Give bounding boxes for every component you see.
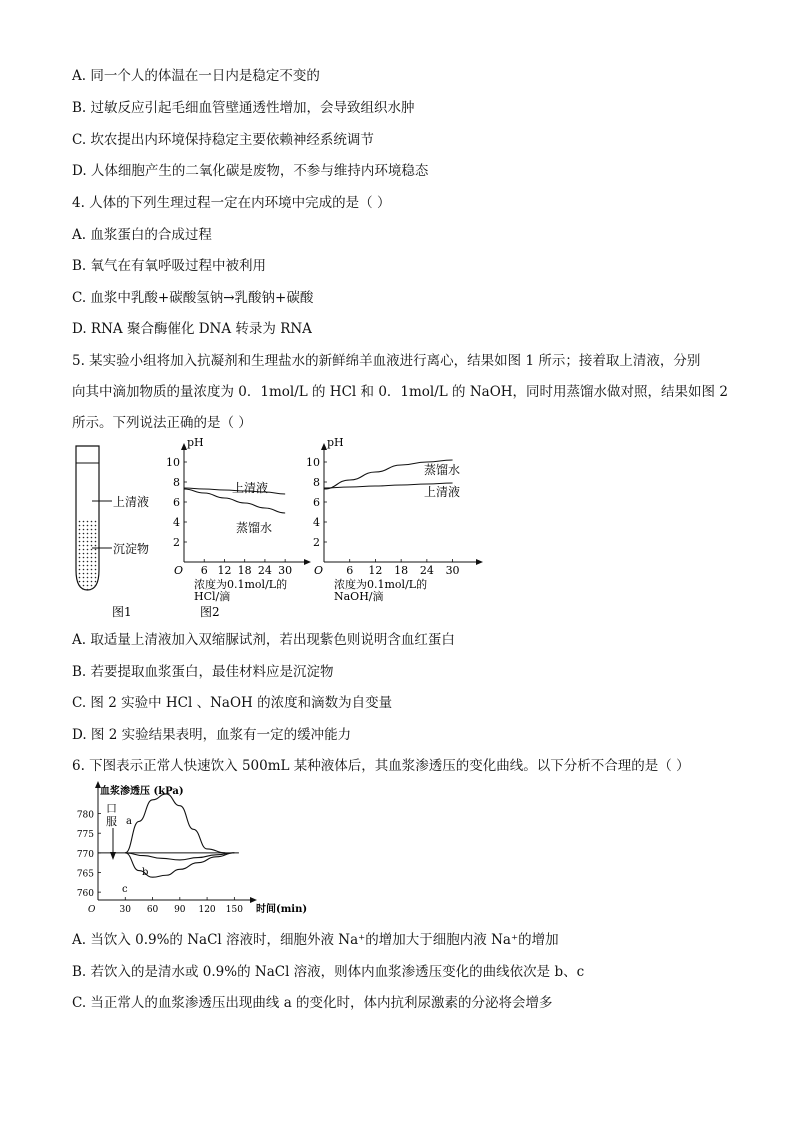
q4-option-c: C. 血浆中乳酸+碳酸氢钠→乳酸钠+碳酸 <box>72 290 314 306</box>
y-tick-label: 6 <box>173 496 180 509</box>
series-label-蒸馏水: 蒸馏水 <box>424 463 461 477</box>
figure-2-caption: 图2 <box>200 605 220 619</box>
q6-option-c: C. 当正常人的血浆渗透压出现曲线 a 的变化时，体内抗利尿激素的分泌将会增多 <box>72 995 553 1011</box>
series-label-b: b <box>142 867 149 878</box>
series-label-c: c <box>122 884 128 895</box>
origin-label: O <box>314 564 324 577</box>
label-sediment: 沉淀物 <box>113 542 150 556</box>
hcl-marks <box>184 480 285 535</box>
y-tick-label: 775 <box>76 830 94 841</box>
y-tick-label: 8 <box>173 476 180 489</box>
q5-option-d: D. 图 2 实验结果表明，血浆有一定的缓冲能力 <box>72 727 352 743</box>
q3-option-b: B. 过敏反应引起毛细血管壁通透性增加，会导致组织水肿 <box>72 100 415 116</box>
annotation-oral-2: 服 <box>106 815 117 828</box>
q6-option-a: A. 当饮入 0.9%的 NaCl 溶液时，细胞外液 Na⁺的增加大于细胞内液 Na⁺的增加 <box>72 932 559 948</box>
q4-option-a: A. 血浆蛋白的合成过程 <box>72 227 212 243</box>
q4-option-d: D. RNA 聚合酶催化 DNA 转录为 RNA <box>72 321 312 337</box>
q3-option-a: A. 同一个人的体温在一日内是稳定不变的 <box>72 68 320 84</box>
q4-option-b: B. 氧气在有氧呼吸过程中被利用 <box>72 258 267 274</box>
y-tick-label: 780 <box>76 810 94 821</box>
x-tick-label: 12 <box>217 564 232 577</box>
annotation-arrow-head <box>110 852 116 860</box>
x-tick-label: 24 <box>257 564 272 577</box>
y-tick-label: 10 <box>166 456 180 469</box>
origin-label: O <box>174 564 184 577</box>
x-tick-label: 18 <box>394 564 409 577</box>
q4-stem: 4. 人体的下列生理过程一定在内环境中完成的是（ ） <box>72 195 391 211</box>
x-tick-label: 150 <box>225 905 243 915</box>
x-tick-label: 90 <box>174 905 186 915</box>
origin-label: O <box>88 905 96 915</box>
x-tick-label: 24 <box>419 564 434 577</box>
annotation-oral-1: 口 <box>106 802 117 815</box>
q5-stem-line-2: 向其中滴加物质的量浓度为 0．1mol/L 的 HCl 和 0．1mol/L 的 NaOH，同时用蒸馏水做对照，结果如图 2 <box>72 384 728 400</box>
y-tick-label: 4 <box>313 516 320 529</box>
osmotic-marks <box>122 794 234 895</box>
naoh-marks <box>324 460 460 499</box>
x-axis-label-line-1: 浓度为0.1mol/L的 <box>194 578 288 591</box>
x-tick-label: 30 <box>278 564 293 577</box>
y-tick-label: 8 <box>313 476 320 489</box>
q5-stem-line-1: 5. 某实验小组将加入抗凝剂和生理盐水的新鲜绵羊血液进行离心，结果如图 1 所示；接着取上清液，分别 <box>72 353 701 369</box>
q5-option-a: A. 取适量上清液加入双缩脲试剂，若出现紫色则说明含血红蛋白 <box>72 632 455 648</box>
series-line-a <box>125 794 225 853</box>
x-axis-label-line-2: HCl/滴 <box>194 590 231 603</box>
q3-option-c: C. 坎农提出内环境保持稳定主要依赖神经系统调节 <box>72 132 374 148</box>
y-tick-label: 4 <box>173 516 180 529</box>
x-axis-arrow <box>250 897 257 903</box>
y-axis-label: pH <box>187 436 204 449</box>
y-axis-label: pH <box>327 436 344 449</box>
x-tick-label: 30 <box>445 564 460 577</box>
naoh-axes <box>306 436 483 603</box>
series-label-上清液: 上清液 <box>424 485 461 499</box>
x-axis-label-line-1: 浓度为0.1mol/L的 <box>334 578 428 591</box>
figure-2-naoh-chart <box>300 436 480 620</box>
x-tick-label: 6 <box>346 564 354 577</box>
x-tick-label: 30 <box>119 905 131 915</box>
hcl-axes <box>166 436 311 603</box>
figure-osmotic-pressure-chart <box>70 782 308 922</box>
sediment-layer <box>76 520 99 590</box>
x-tick-label: 60 <box>146 905 159 915</box>
q5-option-b: B. 若要提取血浆蛋白，最佳材料应是沉淀物 <box>72 664 334 680</box>
x-axis-label-line-2: NaOH/滴 <box>334 590 384 603</box>
q6-option-b: B. 若饮入的是清水或 0.9%的 NaCl 溶液，则体内血浆渗透压变化的曲线依次是 b、c <box>72 964 585 980</box>
y-tick-label: 6 <box>313 496 320 509</box>
label-supernatant: 上清液 <box>113 495 150 509</box>
series-label-蒸馏水: 蒸馏水 <box>236 521 273 535</box>
y-axis-label: 血浆渗透压 (kPa) <box>100 786 184 797</box>
series-label-a: a <box>126 816 132 827</box>
x-tick-label: 120 <box>198 905 216 915</box>
q5-option-c: C. 图 2 实验中 HCl 、NaOH 的浓度和滴数为自变量 <box>72 695 393 711</box>
q5-stem-line-3: 所示。下列说法正确的是（ ） <box>72 415 252 431</box>
x-tick-label: 12 <box>368 564 383 577</box>
figure-1-tube <box>70 440 170 620</box>
y-tick-label: 760 <box>76 889 94 900</box>
y-tick-label: 765 <box>76 869 94 880</box>
figure-1-caption: 图1 <box>112 605 132 619</box>
x-axis-arrow <box>476 559 483 565</box>
x-tick-label: 6 <box>200 564 208 577</box>
q3-option-d: D. 人体细胞产生的二氧化碳是废物，不参与维持内环境稳态 <box>72 163 429 179</box>
x-tick-label: 18 <box>237 564 252 577</box>
figure-2-hcl-chart <box>160 436 310 620</box>
y-tick-label: 770 <box>76 849 94 860</box>
y-tick-label: 2 <box>313 536 320 549</box>
q6-stem: 6. 下图表示正常人快速饮入 500mL 某种液体后，其血浆渗透压的变化曲线。以下分析不合理的是（ ） <box>72 758 690 774</box>
series-label-上清液: 上清液 <box>232 481 269 495</box>
y-tick-label: 10 <box>306 456 320 469</box>
y-tick-label: 2 <box>173 536 180 549</box>
x-axis-label: 时间(min) <box>256 904 308 915</box>
